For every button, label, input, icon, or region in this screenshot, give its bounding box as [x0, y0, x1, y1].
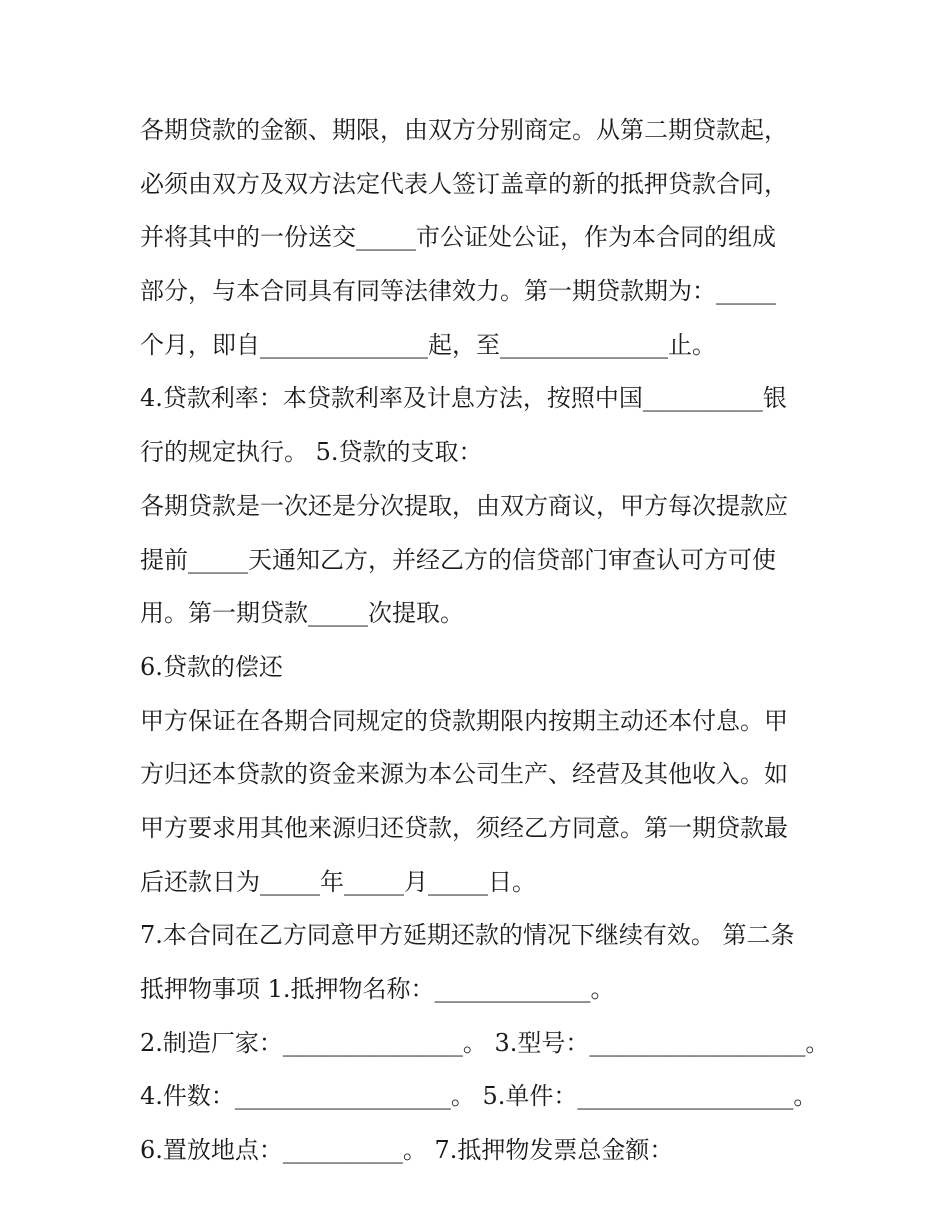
text-line: 甲方保证在各期合同规定的贷款期限内按期主动还本付息。甲	[140, 706, 788, 735]
text-line: 方归还本贷款的资金来源为本公司生产、经营及其他收入。如	[140, 760, 788, 789]
text-line: 4.件数：__________________。 5.单件：__________________。	[140, 1082, 818, 1111]
section-heading: 6.贷款的偿还	[140, 652, 283, 681]
contract-body	[140, 104, 830, 1178]
text-line: 部分，与本合同具有同等法律效力。第一期贷款期为：_____	[140, 277, 776, 306]
text-line: 6.置放地点：__________。 7.抵押物发票总金额：	[140, 1136, 674, 1165]
text-line: 各期贷款的金额、期限，由双方分别商定。从第二期贷款起，	[140, 116, 788, 144]
text-line: 后还款日为_____年_____月_____日。	[140, 867, 536, 896]
text-line: 用。第一期贷款_____次提取。	[140, 599, 464, 628]
text-line: 提前_____天通知乙方，并经乙方的信贷部门审查认可方可使	[140, 545, 776, 574]
text-line: 4.贷款利率：本贷款利率及计息方法，按照中国__________银	[140, 384, 787, 413]
text-line: 行的规定执行。 5.贷款的支取：	[140, 438, 483, 467]
text-line: 个月，即自______________起，至______________止。	[140, 330, 716, 359]
text-line: 甲方要求用其他来源归还贷款，须经乙方同意。第一期贷款最	[140, 813, 788, 842]
text-line: 必须由双方及双方法定代表人签订盖章的新的抵押贷款合同，	[140, 169, 788, 198]
text-line: 7.本合同在乙方同意甲方延期还款的情况下继续有效。 第二条	[140, 921, 795, 950]
text-line: 抵押物事项 1.抵押物名称：_____________。	[140, 975, 615, 1003]
text-line: 并将其中的一份送交_____市公证处公证，作为本合同的组成	[140, 223, 776, 252]
text-line: 各期贷款是一次还是分次提取，由双方商议，甲方每次提款应	[140, 491, 788, 520]
text-line: 2.制造厂家：_______________。 3.型号：__________________。	[140, 1028, 830, 1057]
